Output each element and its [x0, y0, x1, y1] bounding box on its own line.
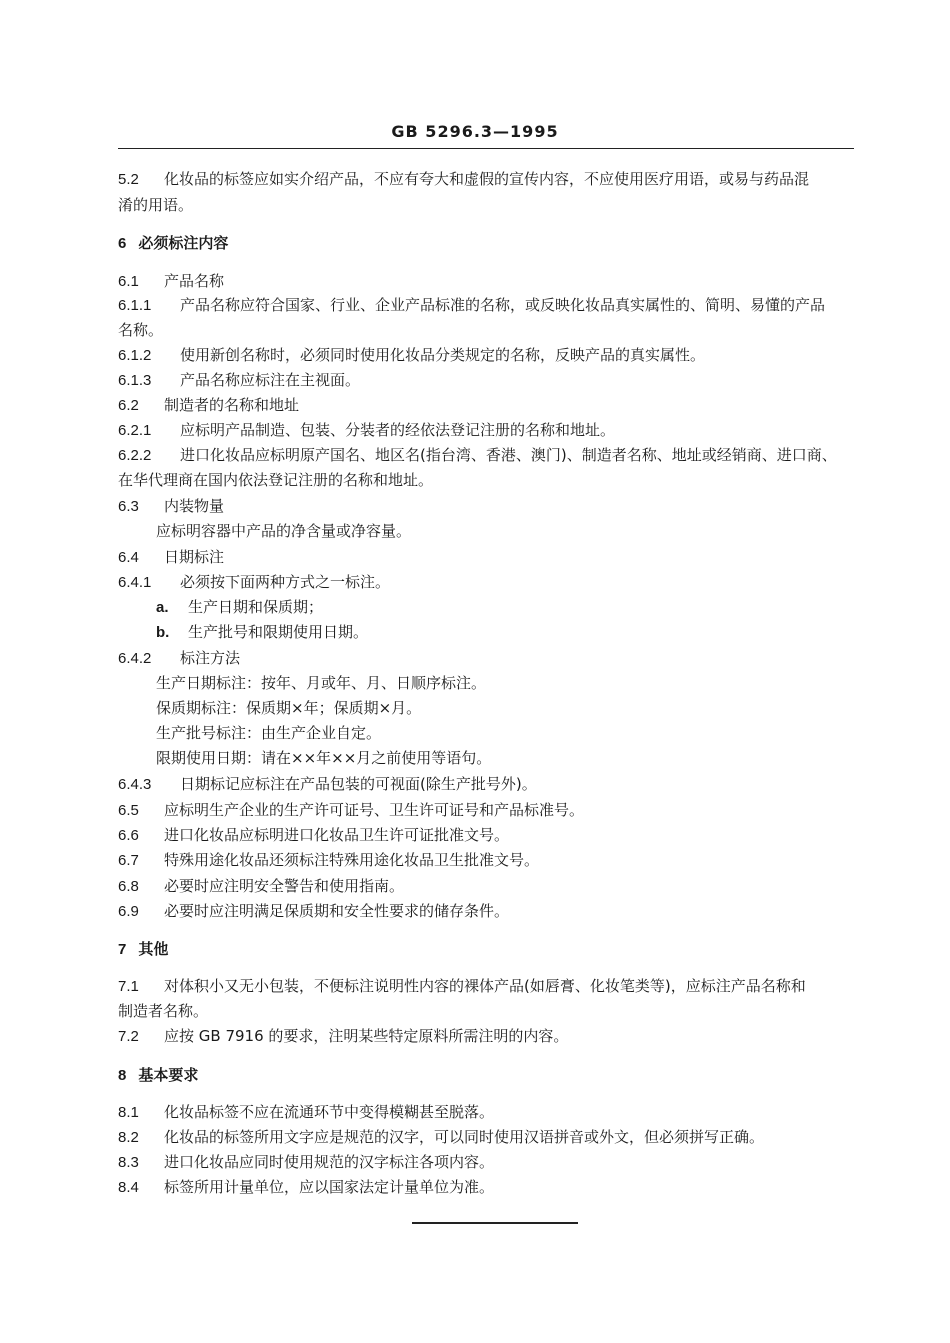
clause-text: 限期使用日期：请在××年××月之前使用等语句。	[156, 749, 492, 767]
clause-text: 必要时应注明满足保质期和安全性要求的储存条件。	[164, 902, 510, 920]
clause-6-3-body	[156, 522, 411, 540]
clause-text: 内装物量	[164, 497, 225, 515]
clause-6-4-2	[118, 649, 240, 668]
expiry-date-line	[156, 749, 491, 767]
clause-number: 6.4.1	[118, 574, 152, 591]
clause-text: 应标明生产企业的生产许可证号、卫生许可证号和产品标准号。	[164, 801, 585, 819]
clause-number: 6.4.3	[118, 776, 152, 793]
clause-6-9	[118, 902, 509, 921]
clause-6-5	[118, 801, 584, 820]
clause-6-4-1	[118, 573, 390, 592]
clause-8-1	[118, 1103, 494, 1122]
clause-5-2	[118, 170, 809, 189]
clause-number: 6.2.1	[118, 422, 152, 439]
clause-text: 进口化妆品应标明原产国名、地区名(指台湾、香港、澳门)、制造者名称、地址或经销商、进口商、	[180, 446, 837, 464]
clause-text: 应按 GB 7916 的要求，注明某些特定原料所需注明的内容。	[164, 1027, 569, 1045]
clause-number: 6.1.1	[118, 297, 152, 314]
clause-7-1	[118, 977, 806, 996]
date-format-line	[156, 674, 486, 692]
end-of-document-rule	[412, 1222, 578, 1224]
clause-number: 6.1.3	[118, 372, 152, 389]
clause-6-2-1	[118, 421, 615, 440]
shelf-life-line	[156, 699, 421, 717]
standard-code-header: GB 5296.3—1995	[391, 122, 559, 141]
clause-6-3	[118, 497, 224, 516]
clause-6-7	[118, 851, 539, 870]
clause-6-1-1-continued	[118, 321, 163, 339]
clause-6-8	[118, 877, 404, 896]
clause-text: 必须按下面两种方式之一标注。	[180, 573, 391, 591]
clause-8-4	[118, 1178, 494, 1197]
clause-text: 保质期标注：保质期×年；保质期×月。	[156, 699, 422, 717]
section-number: 6	[118, 235, 127, 252]
list-marker: a.	[156, 599, 169, 616]
clause-text: 特殊用途化妆品还须标注特殊用途化妆品卫生批准文号。	[164, 851, 540, 869]
clause-text: 淆的用语。	[118, 196, 194, 214]
clause-text: 制造者的名称和地址	[164, 396, 300, 414]
clause-text: 在华代理商在国内依法登记注册的名称和地址。	[118, 471, 434, 489]
clause-text: 标签所用计量单位，应以国家法定计量单位为准。	[164, 1178, 495, 1196]
clause-number: 6.8	[118, 878, 139, 895]
list-item-b	[156, 623, 368, 642]
clause-number: 7.2	[118, 1028, 139, 1045]
clause-text: 标注方法	[180, 649, 241, 667]
clause-6-1	[118, 272, 224, 291]
clause-7-1-continued	[118, 1002, 208, 1020]
clause-text: 产品名称应符合国家、行业、企业产品标准的名称，或反映化妆品真实属性的、简明、易懂的产品	[180, 296, 826, 314]
clause-number: 8.3	[118, 1154, 139, 1171]
clause-6-1-1	[118, 296, 825, 315]
section-8-heading	[118, 1066, 198, 1085]
section-title: 其他	[138, 940, 169, 958]
clause-number: 6.4.2	[118, 650, 152, 667]
list-text: 生产日期和保质期；	[188, 598, 324, 616]
section-6-heading	[118, 234, 228, 253]
clause-8-3	[118, 1153, 494, 1172]
clause-6-6	[118, 826, 509, 845]
clause-number: 6.2	[118, 397, 139, 414]
clause-text: 化妆品的标签应如实介绍产品，不应有夸大和虚假的宣传内容，不应使用医疗用语，或易与药品混	[164, 170, 810, 188]
clause-text: 生产日期标注：按年、月或年、月、日顺序标注。	[156, 674, 487, 692]
batch-number-line	[156, 724, 381, 742]
clause-text: 日期标记应标注在产品包装的可视面(除生产批号外)。	[180, 775, 537, 793]
section-number: 8	[118, 1067, 127, 1084]
clause-text: 必要时应注明安全警告和使用指南。	[164, 877, 405, 895]
clause-5-2-continued	[118, 196, 193, 214]
clause-text: 名称。	[118, 321, 164, 339]
clause-number: 7.1	[118, 978, 139, 995]
clause-number: 6.5	[118, 802, 139, 819]
clause-text: 生产批号标注：由生产企业自定。	[156, 724, 382, 742]
clause-number: 5.2	[118, 171, 139, 188]
section-title: 必须标注内容	[138, 234, 229, 252]
clause-6-2-2	[118, 446, 837, 465]
clause-text: 应标明产品制造、包装、分装者的经依法登记注册的名称和地址。	[180, 421, 616, 439]
clause-number: 8.4	[118, 1179, 139, 1196]
clause-text: 产品名称	[164, 272, 225, 290]
clause-number: 6.3	[118, 498, 139, 515]
clause-text: 进口化妆品应标明进口化妆品卫生许可证批准文号。	[164, 826, 510, 844]
clause-6-4	[118, 548, 224, 567]
clause-text: 对体积小又无小包装，不便标注说明性内容的裸体产品(如唇膏、化妆笔类等)，应标注产品名称和	[164, 977, 806, 995]
clause-6-2-2-continued	[118, 471, 433, 489]
list-item-a	[156, 598, 323, 617]
clause-text: 化妆品标签不应在流通环节中变得模糊甚至脱落。	[164, 1103, 495, 1121]
list-text: 生产批号和限期使用日期。	[188, 623, 369, 641]
list-marker: b.	[156, 624, 170, 641]
section-title: 基本要求	[138, 1066, 199, 1084]
clause-6-4-3	[118, 775, 537, 794]
clause-text: 产品名称应标注在主视面。	[180, 371, 361, 389]
clause-text: 化妆品的标签所用文字应是规范的汉字，可以同时使用汉语拼音或外文，但必须拼写正确。	[164, 1128, 765, 1146]
clause-8-2	[118, 1128, 764, 1147]
clause-text: 使用新创名称时，必须同时使用化妆品分类规定的名称，反映产品的真实属性。	[180, 346, 706, 364]
clause-number: 6.1	[118, 273, 139, 290]
clause-number: 6.4	[118, 549, 139, 566]
clause-6-1-3	[118, 371, 360, 390]
clause-number: 8.2	[118, 1129, 139, 1146]
clause-number: 8.1	[118, 1104, 139, 1121]
clause-text: 制造者名称。	[118, 1002, 209, 1020]
clause-number: 6.9	[118, 903, 139, 920]
clause-number: 6.7	[118, 852, 139, 869]
clause-6-2	[118, 396, 299, 415]
clause-number: 6.6	[118, 827, 139, 844]
clause-number: 6.1.2	[118, 347, 152, 364]
clause-7-2	[118, 1027, 568, 1046]
clause-text: 进口化妆品应同时使用规范的汉字标注各项内容。	[164, 1153, 495, 1171]
header-divider	[118, 148, 854, 149]
clause-text: 应标明容器中产品的净含量或净容量。	[156, 522, 412, 540]
section-number: 7	[118, 941, 127, 958]
clause-6-1-2	[118, 346, 705, 365]
clause-number: 6.2.2	[118, 447, 152, 464]
section-7-heading	[118, 940, 168, 959]
clause-text: 日期标注	[164, 548, 225, 566]
